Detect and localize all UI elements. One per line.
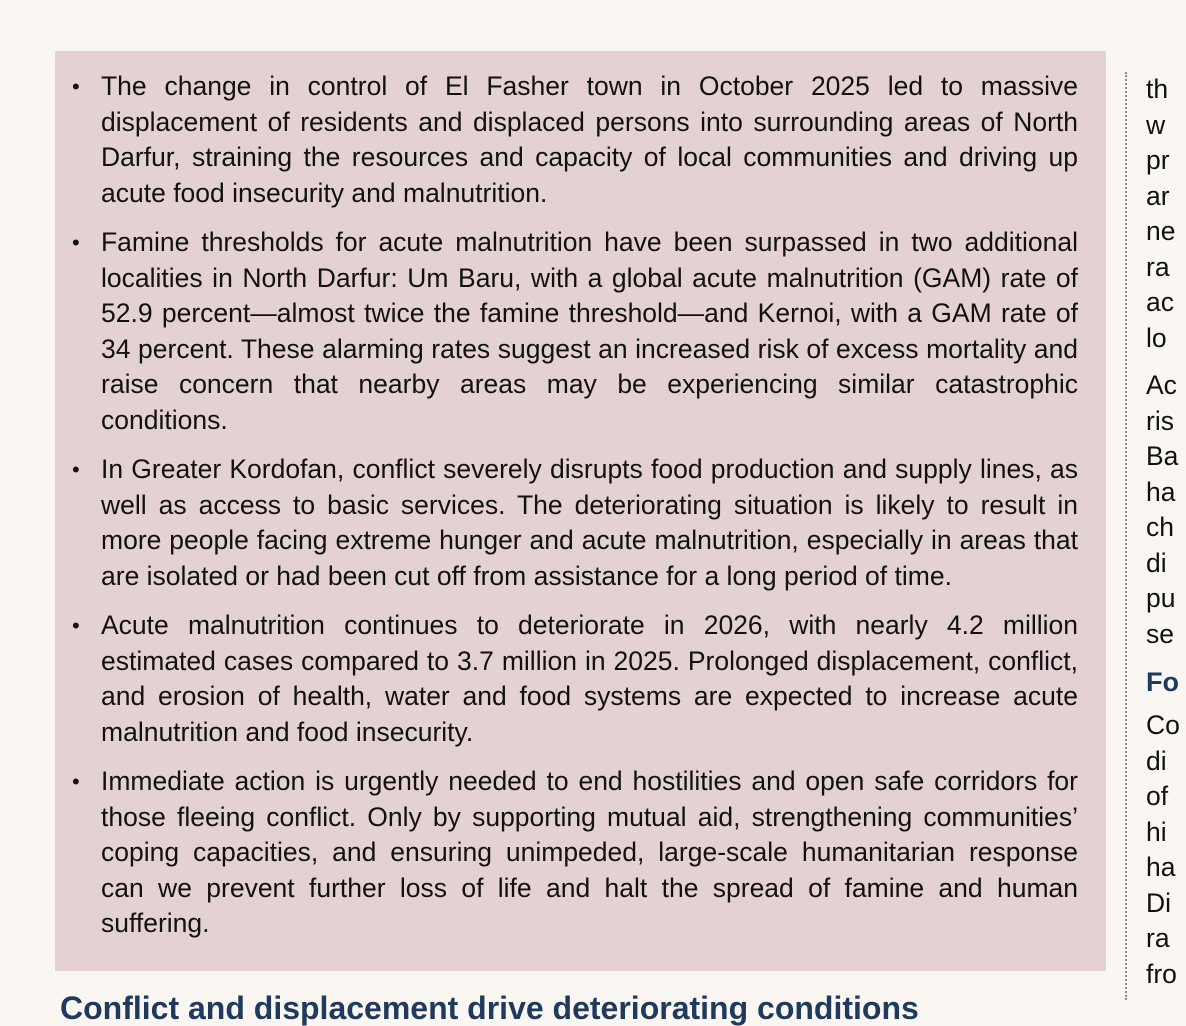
key-message-text: In Greater Kordofan, conflict severely disrupts food production and supply lines, as well as access to basic services. The deteriorating situation is likely to result in more people facing extreme hunger and acute malnutrition, especially in areas that are isolated or had been cut off from assistance for a long period of time. <box>101 454 1078 591</box>
bullet-icon: • <box>72 613 80 638</box>
text-line: se <box>1146 618 1174 649</box>
text-line: ch <box>1146 512 1174 542</box>
text-line: Di <box>1146 887 1172 918</box>
text-line: Ac <box>1146 370 1177 400</box>
text-line: ar <box>1146 180 1170 211</box>
text-line: th <box>1146 74 1169 104</box>
text-line: di <box>1146 745 1167 776</box>
bullet-icon: • <box>72 769 80 794</box>
section-heading: Conflict and displacement drive deteriorating conditions <box>60 990 919 1026</box>
text-line: Ba <box>1146 441 1179 471</box>
text-line: ha <box>1146 476 1176 507</box>
bullet-icon: • <box>72 74 80 99</box>
text-line: hi <box>1146 816 1167 847</box>
bullet-icon: • <box>72 230 80 255</box>
column-separator <box>1125 72 1127 1000</box>
text-line: ra <box>1146 923 1170 953</box>
right-section-heading: Fo <box>1146 667 1179 697</box>
text-line: Co <box>1146 710 1180 740</box>
text-line: ne <box>1146 216 1176 246</box>
key-message-item <box>55 69 1106 211</box>
text-line: ac <box>1146 287 1174 317</box>
right-paragraph-2 <box>1146 368 1186 652</box>
key-message-text: The change in control of El Fasher town in October 2025 led to massive displacement of residents and displaced persons into surrounding areas of North Darfur, straining the resources and capacity of local communities and driving up acute food insecurity and malnutrition. <box>101 71 1078 208</box>
key-message-item <box>55 608 1106 750</box>
key-message-text: Immediate action is urgently needed to end hostilities and open safe corridors for those fleeing conflict. Only by supporting mutual aid, strengthening communities’ coping capacities, and ensuring unimpeded, large-scale humanitarian response can we prevent further loss of life and halt the spread of famine and human suffering. <box>101 766 1078 938</box>
text-line: w <box>1146 109 1166 140</box>
bullet-icon: • <box>72 457 80 482</box>
key-message-item <box>55 452 1106 594</box>
right-paragraph-3 <box>1146 708 1186 992</box>
text-line: pr <box>1146 145 1170 175</box>
right-paragraph-1 <box>1146 72 1186 356</box>
key-message-text: Acute malnutrition continues to deteriorate in 2026, with nearly 4.2 million estimated cases compared to 3.7 million in 2025. Prolonged displacement, conflict, and erosion of health, water and food systems are expected to increase acute malnutrition and food insecurity. <box>101 610 1078 747</box>
key-message-item <box>55 225 1106 438</box>
key-message-text: Famine thresholds for acute malnutrition have been surpassed in two additional localities in North Darfur: Um Baru, with a global acute malnutrition (GAM) rate of 52.9 percent—almost twice the famine threshold—and Kernoi, with a GAM rate of 34 percent. These alarming rates suggest an increased risk of excess mortality and raise concern that nearby areas may be experiencing similar catastrophic conditions. <box>101 227 1078 435</box>
text-line: pu <box>1146 583 1176 613</box>
text-line: ha <box>1146 852 1176 882</box>
text-line: of <box>1146 781 1169 811</box>
right-column-partial <box>1146 72 1186 1004</box>
text-line: ra <box>1146 251 1170 282</box>
text-line: ris <box>1146 405 1174 436</box>
text-line: lo <box>1146 322 1167 353</box>
text-line: di <box>1146 547 1167 578</box>
text-line: fro <box>1146 958 1177 989</box>
key-message-item <box>55 764 1106 942</box>
key-messages-list <box>55 69 1106 956</box>
key-messages-box <box>55 51 1106 971</box>
